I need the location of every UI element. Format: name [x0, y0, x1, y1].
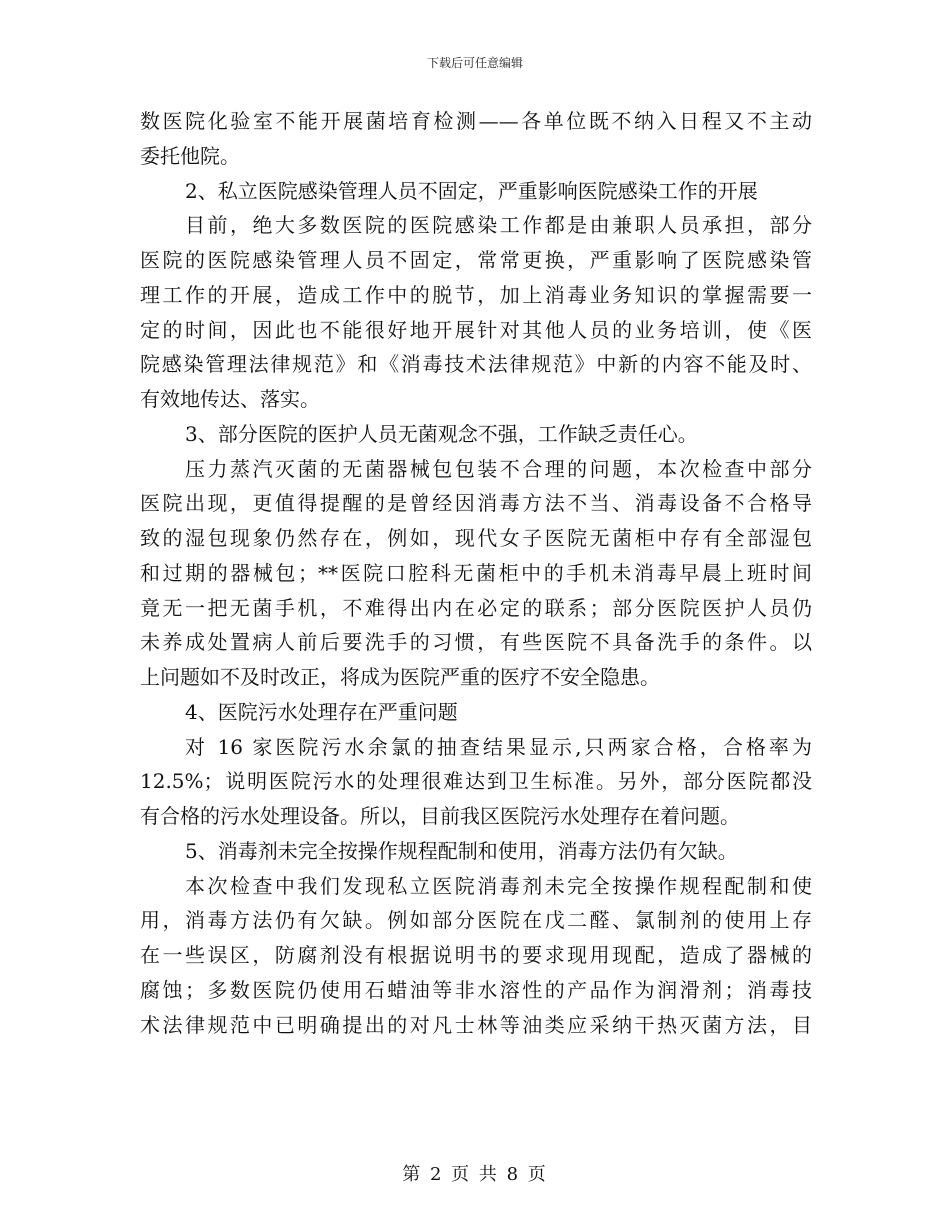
text-line: 定的时间，因此也不能很好地开展针对其他人员的业务培训，使《医 [140, 317, 812, 342]
text-line: 数医院化验室不能开展菌培育检测——各单位既不纳入日程又不主动 [140, 109, 812, 133]
text-line: 本次检查中我们发现私立医院消毒剂未完全按操作规程配制和使 [185, 873, 812, 898]
text-line: 有效地传达、落实。 [140, 387, 320, 411]
text-line: 医院出现，更值得提醒的是曾经因消毒方法不当、消毒设备不合格导 [140, 491, 812, 516]
text-line: 12.5%；说明医院污水的处理很难达到卫生标准。另外，部分医院都没 [140, 769, 812, 794]
page-number: 第 2 页 共 8 页 [402, 1164, 548, 1185]
document-body [140, 104, 812, 1042]
section-heading-5: 5、消毒剂未完全按操作规程配制和使用，消毒方法仍有欠缺。 [185, 838, 738, 863]
text-line: 术法律规范中已明确提出的对凡士林等油类应采纳干热灭菌方法，目 [140, 1012, 812, 1037]
section-heading-3: 3、部分医院的医护人员无菌观念不强，工作缺乏责任心。 [185, 421, 698, 446]
page-header: 下载后可任意编辑 [426, 56, 523, 70]
text-line: 在一些误区，防腐剂没有根据说明书的要求现用现配，造成了器械的 [140, 943, 812, 967]
text-line: 目前，绝大多数医院的医院感染工作都是由兼职人员承担，部分 [185, 213, 812, 238]
text-line: 未养成处置病人前后要洗手的习惯，有些医院不具备洗手的条件。以 [140, 630, 812, 655]
section-heading-4: 4、医院污水处理存在严重问题 [185, 699, 458, 724]
text-line: 用，消毒方法仍有欠缺。例如部分医院在戊二醛、氯制剂的使用上存 [140, 908, 812, 933]
text-line: 上问题如不及时改正，将成为医院严重的医疗不安全隐患。 [140, 665, 660, 689]
text-line: 委托他院。 [140, 143, 240, 168]
text-line: 竟无一把无菌手机，不难得出内在必定的联系；部分医院医护人员仍 [140, 595, 812, 620]
text-line: 对 16 家医院污水余氯的抽查结果显示,只两家合格，合格率为 [185, 734, 812, 759]
section-heading-2: 2、私立医院感染管理人员不固定，严重影响医院感染工作的开展 [185, 178, 758, 203]
text-line: 理工作的开展，造成工作中的脱节，加上消毒业务知识的掌握需要一 [140, 282, 812, 307]
text-line: 院感染管理法律规范》和《消毒技术法律规范》中新的内容不能及时、 [140, 352, 812, 377]
text-line: 有合格的污水处理设备。所以，目前我区医院污水处理存在着问题。 [140, 804, 740, 828]
text-line: 腐蚀；多数医院仍使用石蜡油等非水溶性的产品作为润滑剂；消毒技 [140, 977, 812, 1002]
text-line: 医院的医院感染管理人员不固定，常常更换，严重影响了医院感染管 [140, 248, 812, 272]
text-line: 和过期的器械包；**医院口腔科无菌柜中的手机未消毒早晨上班时间 [140, 560, 812, 585]
text-line: 致的湿包现象仍然存在，例如，现代女子医院无菌柜中存有全部湿包 [140, 526, 812, 550]
text-line: 压力蒸汽灭菌的无菌器械包包装不合理的问题，本次检查中部分 [185, 456, 812, 481]
